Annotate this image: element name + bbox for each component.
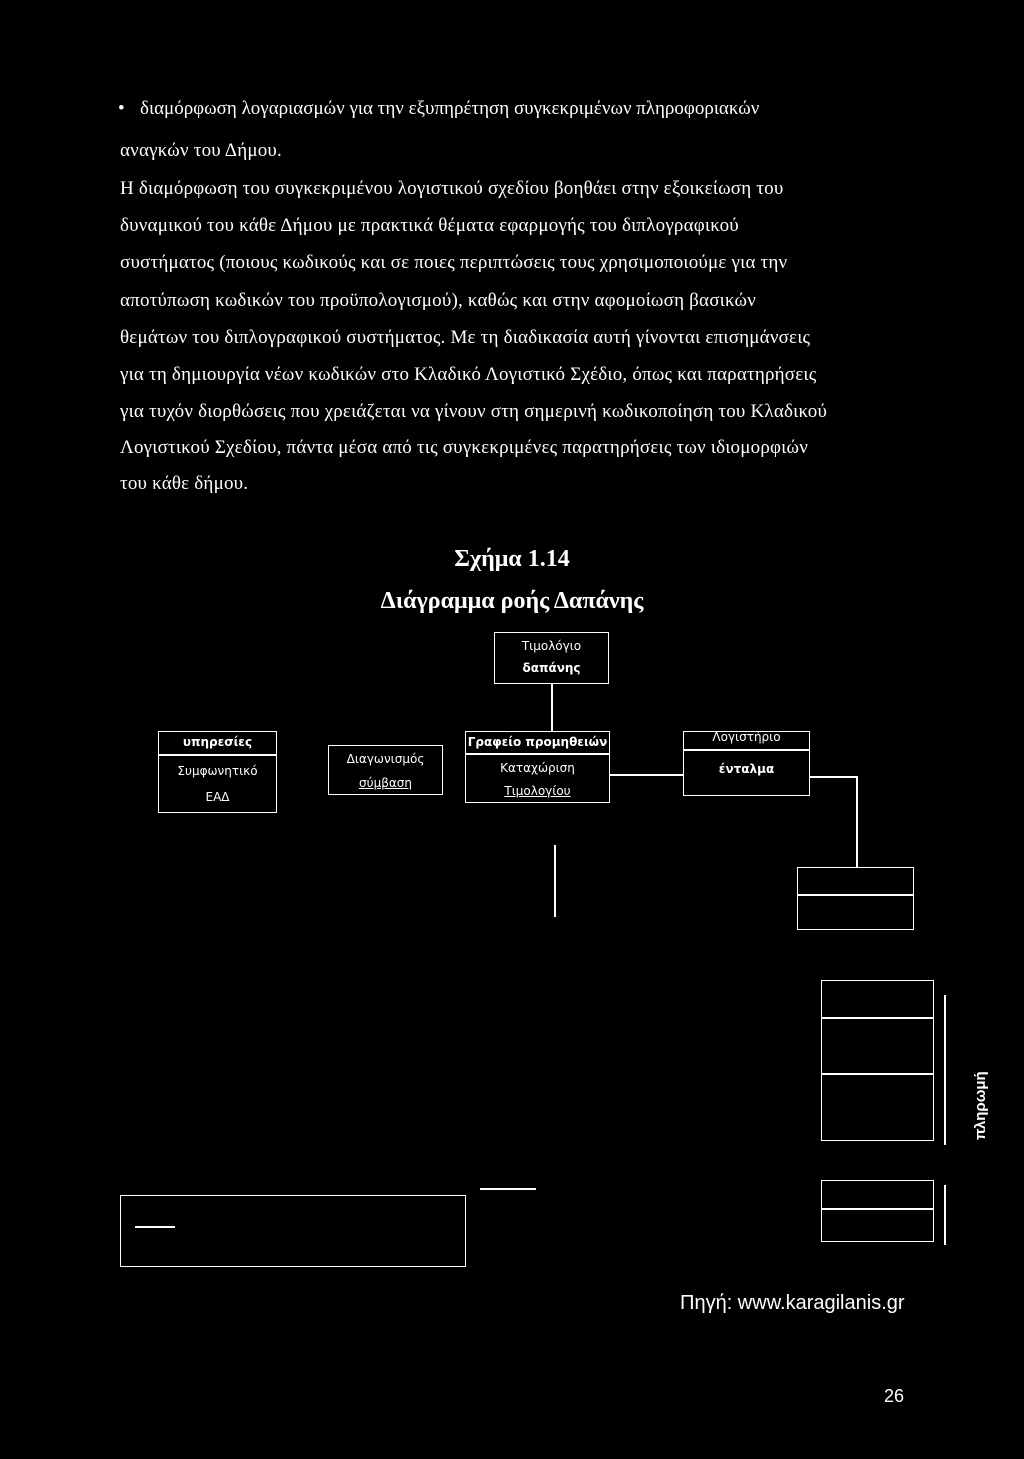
accounting-box bbox=[683, 731, 810, 796]
invoice-line-2: δαπάνης bbox=[522, 661, 581, 675]
empty-box bbox=[821, 1180, 934, 1242]
body-line: για τη δημιουργία νέων κωδικών στο Κλαδικό Λογιστικό Σχέδιο, όπως και παρατηρήσεις bbox=[120, 364, 817, 385]
accounting-line-1: Λογιστήριο bbox=[712, 730, 781, 744]
connector-line bbox=[944, 1185, 946, 1245]
empty-box bbox=[797, 867, 914, 930]
body-line: συστήματος (ποιους κωδικούς και σε ποιες περιπτώσεις τους χρησιμοποιούμε για την bbox=[120, 252, 788, 273]
tender-line-2: σύμβαση bbox=[359, 776, 412, 790]
bullet-dot: • bbox=[118, 98, 125, 119]
box-divider bbox=[822, 1017, 933, 1019]
page-number: 26 bbox=[884, 1386, 905, 1406]
accounting-line-2: ένταλμα bbox=[718, 762, 775, 776]
figure-number: Σχήμα 1.14 bbox=[454, 546, 570, 572]
services-box bbox=[158, 731, 277, 813]
box-divider bbox=[684, 749, 809, 751]
box-divider bbox=[798, 894, 913, 896]
box-divider bbox=[466, 753, 609, 755]
figure-title: Διάγραμμα ροής Δαπάνης bbox=[380, 588, 644, 614]
connector-line bbox=[810, 776, 858, 778]
invoice-box bbox=[494, 632, 609, 684]
body-line: για τυχόν διορθώσεις που χρειάζεται να γίνουν στη σημερινή κωδικοποίηση του Κλαδικού bbox=[120, 401, 828, 422]
body-line: Η διαμόρφωση του συγκεκριμένου λογιστικού σχεδίου βοηθάει στην εξοικείωση του bbox=[120, 178, 784, 199]
tender-line-1: Διαγωνισμός bbox=[346, 752, 425, 766]
connector-line bbox=[480, 1188, 536, 1190]
tender-box bbox=[328, 745, 443, 795]
body-line: αναγκών του Δήμου. bbox=[120, 140, 282, 161]
vertical-label: πληρωμή bbox=[972, 1071, 989, 1140]
office-box bbox=[465, 731, 610, 803]
body-line: του κάθε δήμου. bbox=[120, 473, 249, 494]
empty-box bbox=[120, 1195, 466, 1267]
box-divider bbox=[822, 1073, 933, 1075]
empty-box bbox=[821, 980, 934, 1141]
connector-line bbox=[856, 776, 858, 868]
office-line-2: Καταχώριση bbox=[500, 761, 575, 775]
body-line: δυναμικού του κάθε Δήμου με πρακτικά θέματα εφαρμογής του διπλογραφικού bbox=[120, 215, 739, 236]
box-divider bbox=[822, 1208, 933, 1210]
connector-line bbox=[944, 995, 946, 1145]
connector-line bbox=[610, 774, 683, 776]
connector-line bbox=[554, 845, 556, 917]
services-line-2: Συμφωνητικό bbox=[177, 764, 258, 778]
connector-line bbox=[551, 684, 553, 734]
invoice-line-1: Τιμολόγιο bbox=[521, 639, 582, 653]
body-line: αποτύπωση κωδικών του προϋπολογισμού), καθώς και στην αφομοίωση βασικών bbox=[120, 290, 757, 311]
office-line-3: Τιμολογίου bbox=[504, 784, 571, 798]
source-note: Πηγή: www.karagilanis.gr bbox=[680, 1292, 905, 1314]
bullet-item bbox=[118, 98, 759, 120]
body-line: Λογιστικού Σχεδίου, πάντα μέσα από τις συγκεκριμένες παρατηρήσεις των ιδιομορφιών bbox=[120, 437, 808, 458]
box-divider bbox=[159, 754, 276, 756]
body-line: θεμάτων του διπλογραφικού συστήματος. Με τη διαδικασία αυτή γίνονται επισημάνσεις bbox=[120, 327, 811, 348]
connector-line bbox=[135, 1226, 175, 1228]
office-line-1: Γραφείο προμηθειών bbox=[467, 735, 608, 749]
services-line-3: ΕΑΔ bbox=[205, 790, 230, 804]
services-line-1: υπηρεσίες bbox=[182, 735, 253, 749]
bullet-text: διαμόρφωση λογαριασμών για την εξυπηρέτηση συγκεκριμένων πληροφοριακών bbox=[140, 98, 760, 119]
